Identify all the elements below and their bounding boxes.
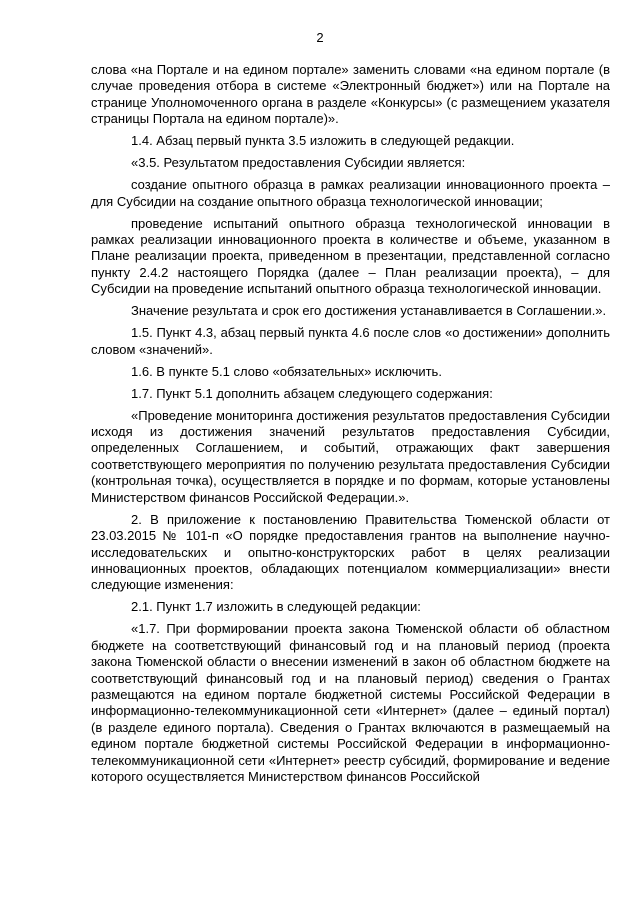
paragraph-2: 2. В приложение к постановлению Правительства Тюменской области от 23.03.2015 № 101-п «О порядке предоставления грантов на выполнение научно-исследовательских и опытно-конструкторских работ в целях реализации инновационных проектов, обладающих потенциалом коммерциализации» внести следующие изменения:: [91, 511, 610, 593]
paragraph-continuation: слова «на Портале и на едином портале» заменить словами «на едином портале (в случае проведения отбора в системе «Электронный бюджет») или на Портале на странице Уполномоченного органа в разделе «Конкурсы» (с размещением указателя страницы Портала на едином портале)».: [91, 62, 610, 127]
paragraph-3-5-heading: «3.5. Результатом предоставления Субсидии является:: [131, 155, 466, 171]
page-number: 2: [316, 30, 324, 45]
paragraph-monitoring: «Проведение мониторинга достижения результатов предоставления Субсидии исходя из достижения значений результатов предоставления Субсидии, определенных Соглашением, и событий, отражающих факт завершения соответствующего мероприятия по получению результата предоставления Субсидии (контрольная точка), осуществляется в порядке и по формам, которые установлены Министерством финансов Российской Федерации.».: [91, 407, 610, 505]
paragraph-1-7: 1.7. Пункт 5.1 дополнить абзацем следующего содержания:: [131, 385, 493, 401]
paragraph-result-testing: проведение испытаний опытного образца технологической инновации в рамках реализации инновационного проекта в количестве и объеме, указанном в Плане реализации проекта, приведенном в презентации, представленной согласно пункту 2.4.2 настоящего Порядка (далее – План реализации проекта), – для Субсидии на проведение испытаний опытного образца технологической инновации.: [91, 215, 610, 297]
paragraph-1-5: 1.5. Пункт 4.3, абзац первый пункта 4.6 после слов «о достижении» дополнить словом «значений».: [91, 325, 610, 357]
paragraph-1-4: 1.4. Абзац первый пункта 3.5 изложить в следующей редакции.: [131, 133, 515, 149]
paragraph-result-value: Значение результата и срок его достижения устанавливается в Соглашении.».: [131, 303, 607, 319]
paragraph-result-prototype: создание опытного образца в рамках реализации инновационного проекта – для Субсидии на создание опытного образца технологической инновации;: [91, 177, 610, 209]
document-body: [91, 62, 610, 791]
paragraph-2-1: 2.1. Пункт 1.7 изложить в следующей редакции:: [131, 599, 421, 615]
paragraph-1-7-grants: «1.7. При формировании проекта закона Тюменской области об областном бюджете на соответствующий финансовый год и на плановый период (проекта закона Тюменской области о внесении изменений в закон об областном бюджете на соответствующий финансовый год и на плановый период) сведения о Грантах размещаются на едином портале бюджетной системы Российской Федерации в информационно-телекоммуникационной сети «Интернет» (далее – единый портал) (в разделе единого портала). Сведения о Грантах включаются в размещаемый на едином портале бюджетной системы Российской Федерации в информационно-телекоммуникационной сети «Интернет» реестр субсидий, формирование и ведение которого осуществляется Министерством финансов Российской: [91, 621, 610, 784]
paragraph-1-6: 1.6. В пункте 5.1 слово «обязательных» исключить.: [131, 363, 442, 379]
